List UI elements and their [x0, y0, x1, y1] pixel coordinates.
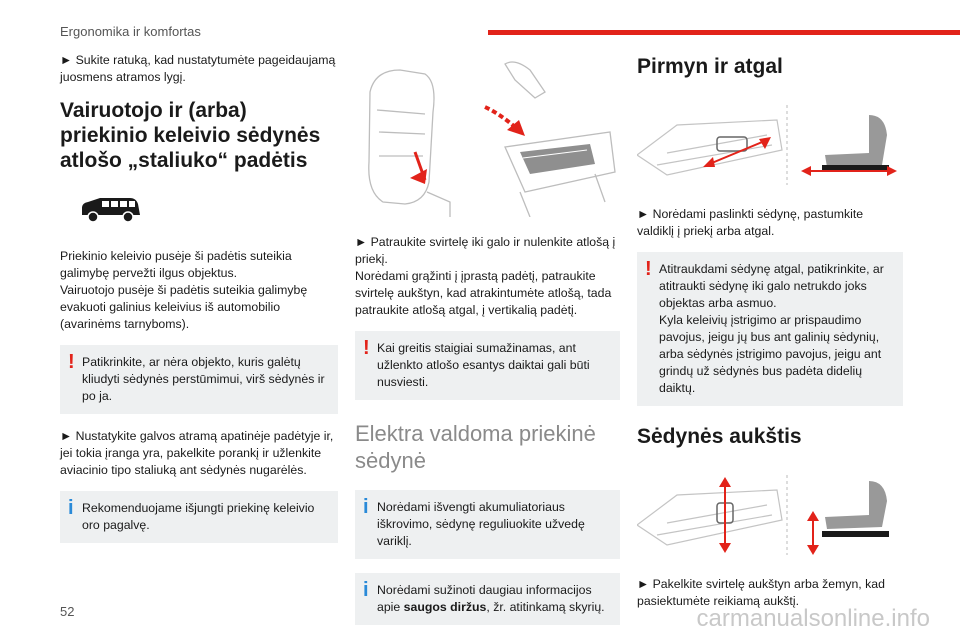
- paragraph: Vairuotojo pusėje ši padėtis suteikia galimybę evakuoti galinius keleivius iš automobilio (avarinėms tarnyboms).: [60, 283, 308, 331]
- warning-text: Kyla keleivių įstrigimo ar prispaudimo pavojus, jeigu jų bus ant galinių sėdynių, arba sėdynės įstrigimo pavojus, jeigu ant grindų už sėdynės bus padėta didelių daiktų.: [659, 313, 882, 395]
- info-box: [355, 573, 620, 625]
- paragraph: Norėdami grąžinti į įprastą padėtį, patraukite svirtelę aukštyn, kad atrakintumėte atlošą, tada patraukite atlošą atgal, į vertikalią padėtį.: [355, 269, 612, 317]
- warning-icon: !: [363, 337, 370, 359]
- warning-icon: !: [645, 258, 652, 280]
- info-box: [60, 491, 338, 543]
- section-heading: Pirmyn ir atgal: [637, 55, 783, 78]
- info-icon: i: [363, 496, 369, 518]
- section-heading: Sėdynės aukštis: [637, 425, 802, 448]
- warning-icon: !: [68, 351, 75, 373]
- column-2: [355, 52, 620, 639]
- info-icon: i: [68, 497, 74, 519]
- seat-fore-aft-illustration: [637, 105, 903, 185]
- paragraph: ► Nustatykite galvos atramą apatinėje padėtyje ir, jei tokia įranga yra, pakelkite porankį ir užlenkite aviacinio tipo staliuką ant sėdynės nugarėlės.: [60, 429, 334, 477]
- seat-table-illustration: [355, 52, 620, 217]
- info-text: Norėdami išvengti akumuliatoriaus iškrovimo, sėdynę reguliuokite užvedę variklį.: [377, 500, 585, 548]
- paragraph: ► Patraukite svirtelę iki galo ir nulenkite atlošą į priekį.: [355, 235, 616, 266]
- info-icon: i: [363, 579, 369, 601]
- paragraph: ► Sukite ratuką, kad nustatytumėte pageidaujamą juosmens atramos lygį.: [60, 53, 336, 84]
- info-box: [355, 490, 620, 559]
- section-title: Ergonomika ir komfortas: [60, 24, 201, 39]
- page-number: 52: [60, 604, 75, 619]
- watermark: carmanualsonline.info: [696, 605, 930, 632]
- info-text: Rekomenduojame išjungti priekinę keleivio oro pagalvę.: [82, 501, 315, 532]
- column-3: [637, 52, 903, 622]
- warning-text: Patikrinkite, ar nėra objekto, kuris galėtų kliudyti sėdynės perstūmimui, virš sėdynės ir po ja.: [82, 355, 325, 403]
- warning-box: [60, 345, 338, 414]
- seat-height-illustration: [637, 475, 903, 555]
- header-accent-bar: [488, 30, 960, 35]
- section-heading: Elektra valdoma priekinė sėdynė: [355, 421, 596, 473]
- warning-box: [355, 331, 620, 400]
- warning-box: [637, 252, 903, 406]
- paragraph: ► Norėdami paslinkti sėdynę, pastumkite valdiklį į priekį arba atgal.: [637, 207, 864, 238]
- warning-text: Atitraukdami sėdynę atgal, patikrinkite, ar atitraukti sėdynę iki galo netrukdo joks objektas arba asmuo.: [659, 262, 884, 310]
- paragraph: ► Pakelkite svirtelę aukštyn arba žemyn, kad pasiektumėte reikiamą aukštį.: [637, 577, 885, 608]
- warning-text: Kai greitis staigiai sumažinamas, ant užlenkto atlošo esantys daiktai gali būti nusviesti.: [377, 341, 590, 389]
- column-1: [60, 52, 338, 557]
- seatbelt-reference: saugos diržus: [403, 600, 487, 614]
- section-heading: Vairuotojo ir (arba) priekinio keleivio sėdynės atlošo „staliuko“ padėtis: [60, 99, 321, 172]
- paragraph: Priekinio keleivio pusėje ši padėtis suteikia galimybę pervežti ilgus objektus.: [60, 249, 292, 280]
- van-icon: [78, 195, 142, 225]
- info-text: Norėdami sužinoti daugiau informacijos apie saugos diržus, žr. atitinkamą skyrių.: [377, 583, 605, 614]
